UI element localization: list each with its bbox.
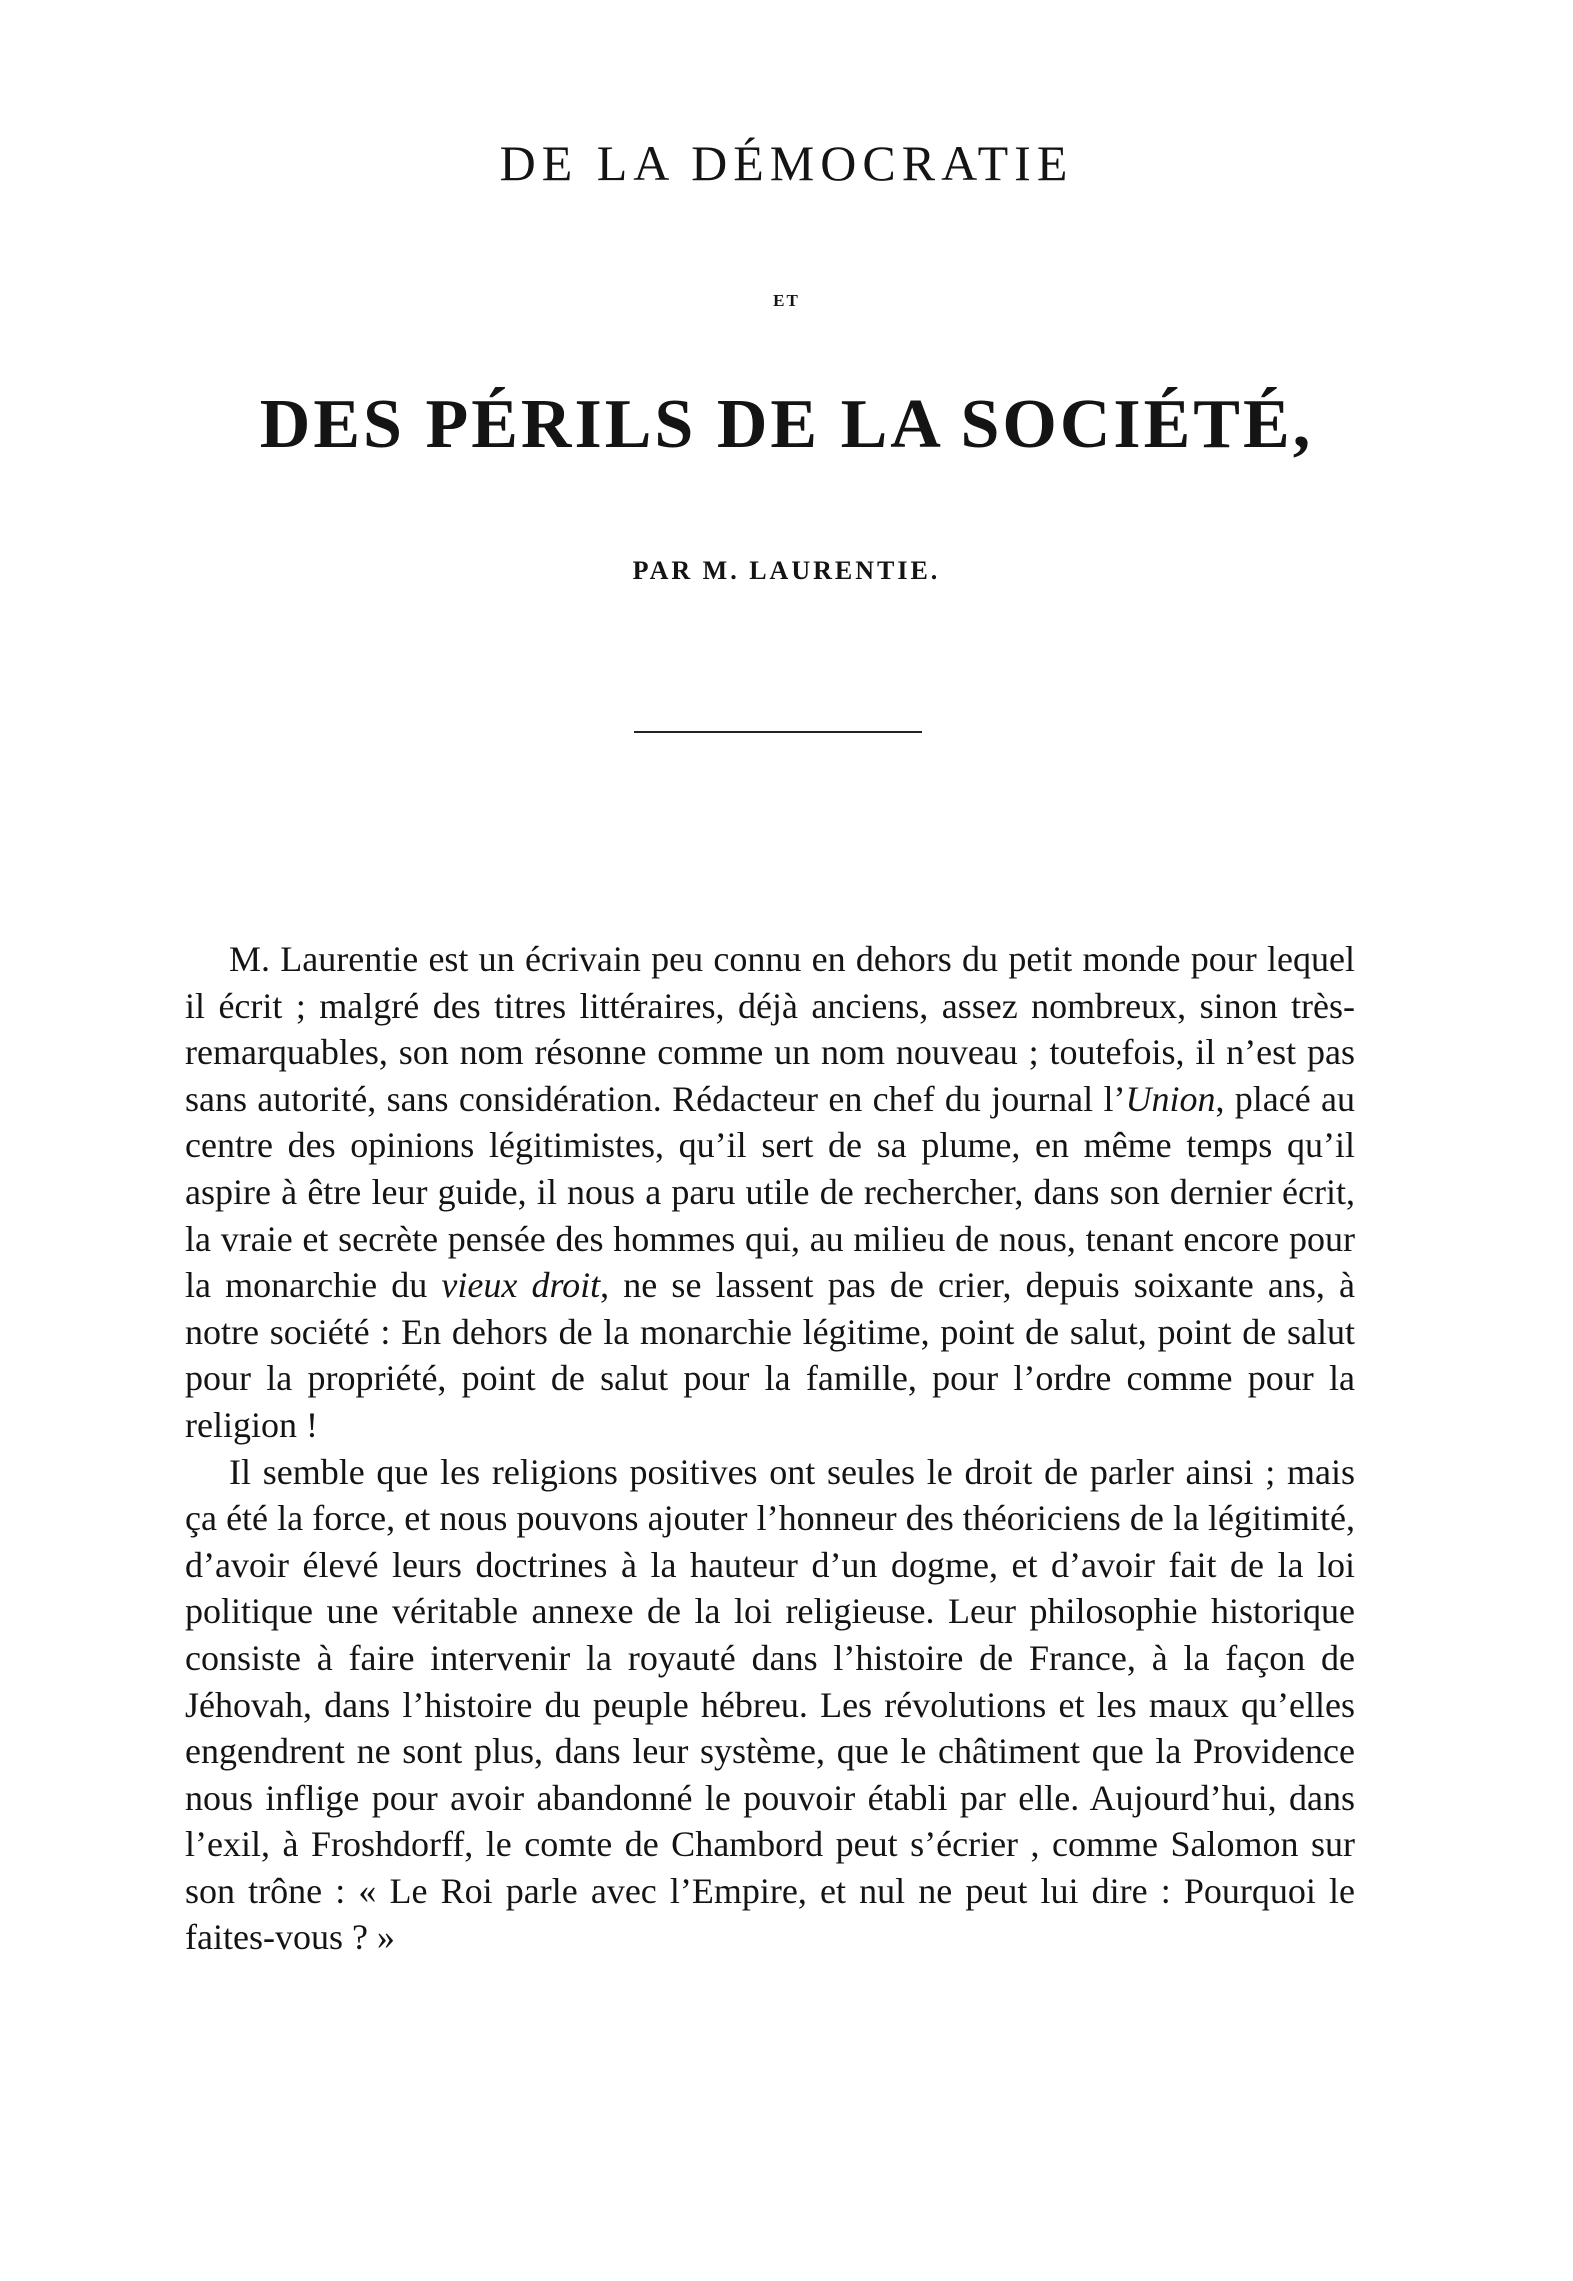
article-body: [185, 936, 1355, 1961]
paragraph-2: Il semble que les religions positives ont seules le droit de parler ainsi ; mais ça été la force, et nous pouvons ajouter l’honneur des théoriciens de la légitimité, d’avoir élevé leurs doctrines à la hauteur d’un dogme, et d’avoir fait de la loi politique une véritable annexe de la loi religieuse. Leur philosophie historique consiste à faire intervenir la royauté dans l’histoire de France, à la façon de Jéhovah, dans l’histoire du peuple hébreu. Les révolutions et les maux qu’elles engendrent ne sont plus, dans leur système, que le châtiment que la Providence nous inflige pour avoir abandonné le pouvoir établi par elle. Aujourd’hui, dans l’exil, à Froshdorff, le comte de Chambord peut s’écrier , comme Salomon sur son trône : « Le Roi parle avec l’Empire, et nul ne peut lui dire : Pourquoi le faites-vous ? »: [185, 1451, 1355, 1958]
title-line-2: DES PÉRILS DE LA SOCIÉTÉ,: [259, 386, 1314, 463]
journal-name: Union: [1125, 1078, 1216, 1119]
section-divider: [634, 731, 922, 733]
paragraph-1: [185, 936, 1355, 1449]
title-line-1: DE LA DÉMOCRATIE: [499, 135, 1074, 191]
title-conjunction: ET: [773, 291, 800, 310]
author-byline: PAR M. LAURENTIE.: [632, 556, 941, 585]
emphasis-vieux-droit: vieux droit: [441, 1265, 601, 1306]
paragraph-1-text-a: M. Laurentie est un écrivain peu connu en dehors du petit monde pour lequel il écrit ; malgré des titres littéraires, déjà anciens, assez nombreux, sinon très-remarquables, son nom résonne comme un nom nouveau ; toutefois, il n’est pas sans autorité, sans considération. Rédacteur en chef du journal l’: [185, 939, 1355, 1119]
paragraph-1-text-c: , ne se lassent pas de crier, depuis soixante ans, à notre société : En dehors de la monarchie légitime, point de salut, point de salut pour la propriété, point de salut pour la famille, pour l’ordre comme pour la religion !: [185, 1265, 1355, 1445]
paragraph-1-text-b: , placé au centre des opinions légitimistes, qu’il sert de sa plume, en même temps qu’il aspire à être leur guide, il nous a paru utile de rechercher, dans son dernier écrit, la vraie et secrète pensée des hommes qui, au milieu de nous, tenant encore pour la monarchie du: [185, 1078, 1356, 1306]
